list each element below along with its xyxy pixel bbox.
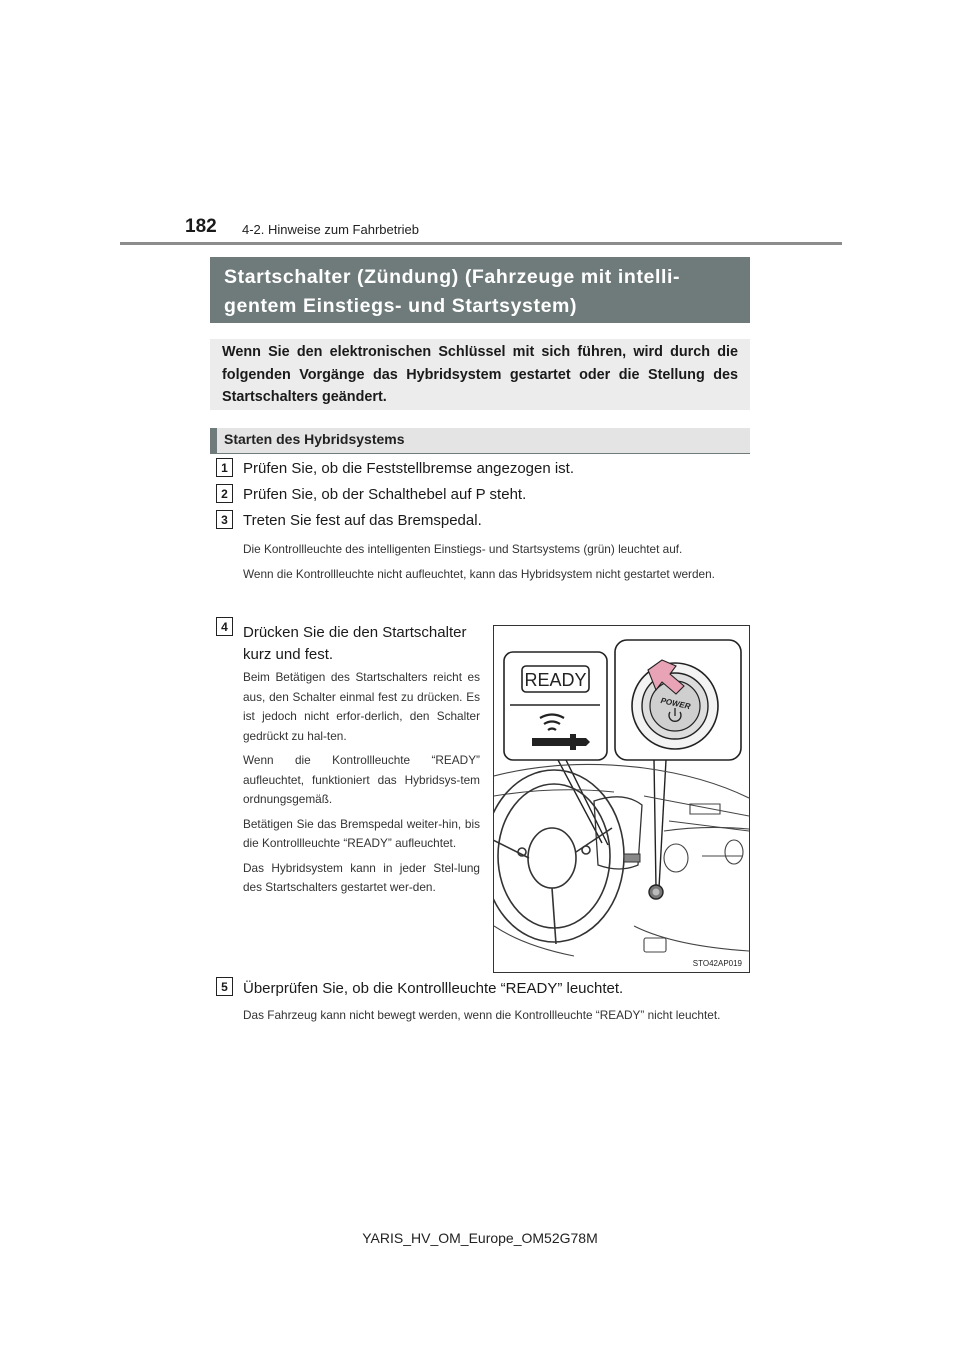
step-3-note-2: Wenn die Kontrollleuchte nicht aufleuchtet, kann das Hybridsystem nicht gestartet werden. (243, 566, 715, 581)
step-4-note-3: Betätigen Sie das Bremspedal weiter-hin, bis die Kontrollleuchte “READY” aufleuchtet. (243, 816, 480, 850)
step-text-3: Treten Sie fest auf das Bremspedal. (243, 512, 482, 529)
start-switch-illustration (494, 626, 749, 972)
intro-text: Wenn Sie den elektronischen Schlüssel mit sich führen, wird durch die folgenden Vorgänge das Hybridsystem gestartet oder die Stellung des Startschalters geändert. (210, 339, 750, 410)
illustration (493, 625, 750, 973)
footer-doc-id: YARIS_HV_OM_Europe_OM52G78M (362, 1230, 598, 1246)
power-label: POWER (659, 696, 692, 712)
page-title-line-2: gentem Einstiegs- und Startsystem) (224, 295, 578, 317)
step-text-4-line-1: Drücken Sie die den Startschalter (243, 624, 467, 641)
step-text-2: Prüfen Sie, ob der Schalthebel auf P steht. (243, 486, 527, 503)
step-number-5: 5 (216, 977, 233, 996)
step-3-note-1: Die Kontrollleuchte des intelligenten Einstiegs- und Startsystems (grün) leuchtet auf. (243, 542, 683, 556)
step-4-note-4: Das Hybridsystem kann in jeder Stel-lung des Startschalters gestartet wer-den. (243, 860, 480, 894)
step-4-note-1: Beim Betätigen des Startschalters reicht es aus, den Schalter einmal fest zu drücken. Es ist jedoch nicht erfor-derlich, den Schalter gedrückt zu hal-ten. (243, 670, 480, 743)
step-4-note-2: Wenn die Kontrollleuchte “READY” aufleuchtet, funktioniert das Hybridsys-tem ordnungsgemäß. (243, 753, 480, 806)
section-title: 4-2. Hinweise zum Fahrbetrieb (242, 222, 420, 237)
step-text-4-line-2: kurz und fest. (243, 646, 334, 663)
page-title (210, 257, 750, 323)
page-number: 182 (185, 216, 217, 237)
step-number-1: 1 (216, 458, 233, 477)
step-5-notes (243, 1006, 745, 1031)
step-number-4: 4 (216, 617, 233, 636)
illustration-code: STO42AP019 (692, 959, 742, 968)
steering-wheel (494, 770, 624, 944)
page-title-line-1: Startschalter (Zündung) (Fahrzeuge mit intelli- (224, 266, 681, 288)
step-number-3: 3 (216, 510, 233, 529)
step-text-1: Prüfen Sie, ob die Feststellbremse angezogen ist. (243, 460, 575, 477)
step-3-notes (243, 540, 745, 589)
step-text-5: Überprüfen Sie, ob die Kontrollleuchte “READY” leuchtet. (243, 980, 624, 997)
ready-label: READY (524, 670, 587, 690)
subheader: Starten des Hybridsystems (210, 428, 750, 454)
header-rule (120, 242, 842, 245)
step-text-4 (243, 622, 481, 666)
step-4-notes (243, 668, 480, 903)
step-5-note-1: Das Fahrzeug kann nicht bewegt werden, wenn die Kontrollleuchte “READY” nicht leuchtet. (243, 1008, 721, 1022)
step-number-2: 2 (216, 484, 233, 503)
